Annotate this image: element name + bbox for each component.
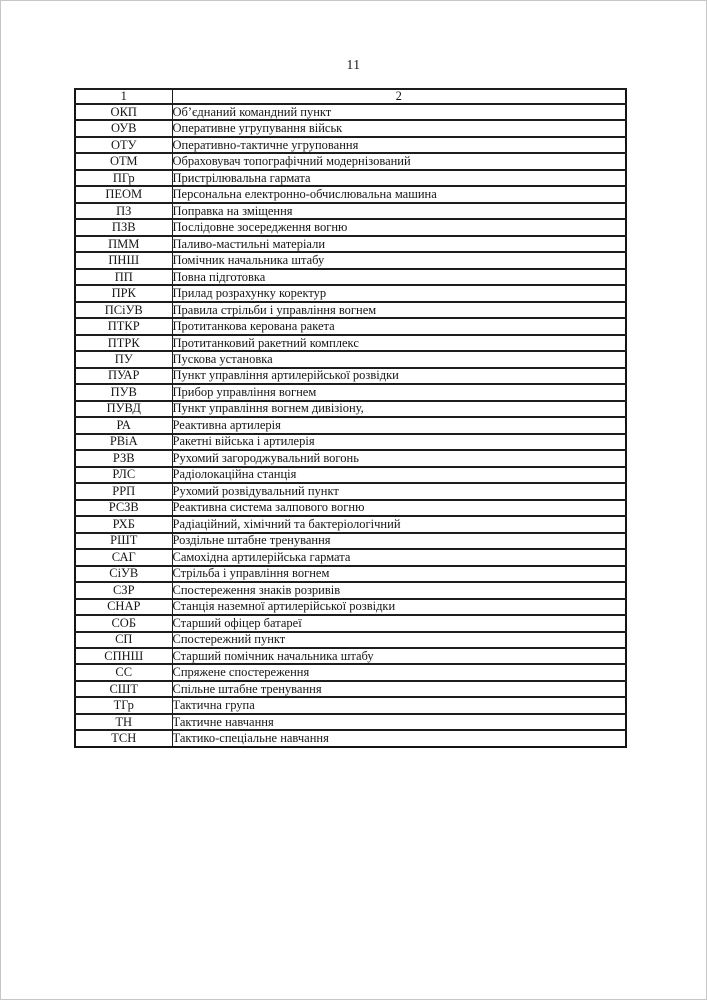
table-row bbox=[75, 269, 626, 285]
definition-cell: Тактико-спеціальне навчання bbox=[172, 730, 626, 747]
definition-cell: Пускова установка bbox=[172, 351, 626, 367]
abbreviation-cell: РВіА bbox=[75, 434, 172, 450]
table-row bbox=[75, 137, 626, 153]
definition-cell: Прилад розрахунку коректур bbox=[172, 285, 626, 301]
abbreviation-cell: ПЕОМ bbox=[75, 186, 172, 202]
abbreviation-cell: ТН bbox=[75, 714, 172, 730]
definition-cell: Старший помічник начальника штабу bbox=[172, 648, 626, 664]
page-number: 11 bbox=[346, 57, 361, 72]
definition-cell: Послідовне зосередження вогню bbox=[172, 219, 626, 235]
abbreviation-cell: ОКП bbox=[75, 104, 172, 120]
definition-cell: Радіолокаційна станція bbox=[172, 467, 626, 483]
abbreviation-cell: РА bbox=[75, 417, 172, 433]
table-row bbox=[75, 599, 626, 615]
definition-cell: Прибор управління вогнем bbox=[172, 384, 626, 400]
definition-cell: Рухомий розвідувальний пункт bbox=[172, 483, 626, 499]
definition-cell: Реактивна система залпового вогню bbox=[172, 500, 626, 516]
table-row bbox=[75, 582, 626, 598]
table-row bbox=[75, 236, 626, 252]
definition-cell: Спільне штабне тренування bbox=[172, 681, 626, 697]
abbreviation-cell: СіУВ bbox=[75, 566, 172, 582]
definition-cell: Стрільба і управління вогнем bbox=[172, 566, 626, 582]
definition-cell: Пункт управління вогнем дивізіону, bbox=[172, 401, 626, 417]
table-row bbox=[75, 714, 626, 730]
header-cell-abbreviation: 1 bbox=[75, 89, 172, 104]
definition-cell: Старший офіцер батареї bbox=[172, 615, 626, 631]
table-row bbox=[75, 335, 626, 351]
table-row bbox=[75, 500, 626, 516]
abbreviation-cell: ПЗВ bbox=[75, 219, 172, 235]
table-row bbox=[75, 664, 626, 680]
table-row bbox=[75, 351, 626, 367]
table-row bbox=[75, 401, 626, 417]
table-row bbox=[75, 467, 626, 483]
definition-cell: Протитанковий ракетний комплекс bbox=[172, 335, 626, 351]
definition-cell: Реактивна артилерія bbox=[172, 417, 626, 433]
abbreviation-cell: ТСН bbox=[75, 730, 172, 747]
definition-cell: Ракетні війська і артилерія bbox=[172, 434, 626, 450]
definition-cell: Тактичне навчання bbox=[172, 714, 626, 730]
table-row bbox=[75, 186, 626, 202]
abbreviation-cell: ОТМ bbox=[75, 153, 172, 169]
table-row bbox=[75, 450, 626, 466]
definition-cell: Спостереження знаків розривів bbox=[172, 582, 626, 598]
abbreviation-cell: ПММ bbox=[75, 236, 172, 252]
table-row bbox=[75, 285, 626, 301]
table-row bbox=[75, 302, 626, 318]
abbreviation-cell: РШТ bbox=[75, 533, 172, 549]
abbreviation-cell: РСЗВ bbox=[75, 500, 172, 516]
definition-cell: Самохідна артилерійська гармата bbox=[172, 549, 626, 565]
table-row bbox=[75, 730, 626, 747]
abbreviation-cell: ОТУ bbox=[75, 137, 172, 153]
abbreviation-cell: ОУВ bbox=[75, 120, 172, 136]
table-row bbox=[75, 252, 626, 268]
definition-cell: Радіаційний, хімічний та бактеріологічний bbox=[172, 516, 626, 532]
table-row bbox=[75, 170, 626, 186]
definition-cell: Паливо-мастильні матеріали bbox=[172, 236, 626, 252]
abbreviation-cell: ПЗ bbox=[75, 203, 172, 219]
table-row bbox=[75, 104, 626, 120]
abbreviation-cell: РЗВ bbox=[75, 450, 172, 466]
abbreviation-cell: СС bbox=[75, 664, 172, 680]
table-row bbox=[75, 417, 626, 433]
definition-cell: Повна підготовка bbox=[172, 269, 626, 285]
table-row bbox=[75, 615, 626, 631]
definition-cell: Тактична група bbox=[172, 697, 626, 713]
definition-cell: Рухомий загороджувальний вогонь bbox=[172, 450, 626, 466]
definition-cell: Оперативно-тактичне угруповання bbox=[172, 137, 626, 153]
abbreviation-cell: РРП bbox=[75, 483, 172, 499]
table-row bbox=[75, 318, 626, 334]
table-row bbox=[75, 219, 626, 235]
abbreviations-table bbox=[74, 88, 627, 748]
table-row bbox=[75, 681, 626, 697]
table-row bbox=[75, 120, 626, 136]
definition-cell: Поправка на зміщення bbox=[172, 203, 626, 219]
table-header-row bbox=[75, 89, 626, 104]
table-row bbox=[75, 384, 626, 400]
abbreviation-cell: СЗР bbox=[75, 582, 172, 598]
definition-cell: Помічник начальника штабу bbox=[172, 252, 626, 268]
header-cell-definition: 2 bbox=[172, 89, 626, 104]
table-row bbox=[75, 516, 626, 532]
abbreviation-cell: СШТ bbox=[75, 681, 172, 697]
table-row bbox=[75, 697, 626, 713]
definition-cell: Протитанкова керована ракета bbox=[172, 318, 626, 334]
table-row bbox=[75, 549, 626, 565]
abbreviation-cell: СП bbox=[75, 632, 172, 648]
table-row bbox=[75, 632, 626, 648]
table-row bbox=[75, 648, 626, 664]
definition-cell: Роздільне штабне тренування bbox=[172, 533, 626, 549]
definition-cell: Спряжене спостереження bbox=[172, 664, 626, 680]
table-row bbox=[75, 483, 626, 499]
abbreviation-cell: САГ bbox=[75, 549, 172, 565]
abbreviations-table-body bbox=[75, 104, 626, 747]
definition-cell: Об’єднаний командний пункт bbox=[172, 104, 626, 120]
abbreviation-cell: ПТРК bbox=[75, 335, 172, 351]
abbreviation-cell: ПСіУВ bbox=[75, 302, 172, 318]
definition-cell: Пристрілювальна гармата bbox=[172, 170, 626, 186]
abbreviation-cell: ПУВД bbox=[75, 401, 172, 417]
table-row bbox=[75, 533, 626, 549]
abbreviation-cell: РХБ bbox=[75, 516, 172, 532]
definition-cell: Станція наземної артилерійської розвідки bbox=[172, 599, 626, 615]
table-row bbox=[75, 368, 626, 384]
abbreviation-cell: ПУАР bbox=[75, 368, 172, 384]
abbreviation-cell: ПП bbox=[75, 269, 172, 285]
abbreviation-cell: ТГр bbox=[75, 697, 172, 713]
table-row bbox=[75, 153, 626, 169]
abbreviation-cell: СОБ bbox=[75, 615, 172, 631]
abbreviation-cell: ПУ bbox=[75, 351, 172, 367]
abbreviation-cell: СНАР bbox=[75, 599, 172, 615]
table-row bbox=[75, 566, 626, 582]
definition-cell: Правила стрільби і управління вогнем bbox=[172, 302, 626, 318]
abbreviation-cell: СПНШ bbox=[75, 648, 172, 664]
abbreviation-cell: ПНШ bbox=[75, 252, 172, 268]
definition-cell: Пункт управління артилерійської розвідки bbox=[172, 368, 626, 384]
abbreviation-cell: РЛС bbox=[75, 467, 172, 483]
definition-cell: Персональна електронно-обчислювальна машина bbox=[172, 186, 626, 202]
abbreviation-cell: ПРК bbox=[75, 285, 172, 301]
abbreviation-cell: ПГр bbox=[75, 170, 172, 186]
table-row bbox=[75, 203, 626, 219]
table-row bbox=[75, 434, 626, 450]
abbreviation-cell: ПТКР bbox=[75, 318, 172, 334]
definition-cell: Оперативне угрупування військ bbox=[172, 120, 626, 136]
definition-cell: Спостережний пункт bbox=[172, 632, 626, 648]
abbreviation-cell: ПУВ bbox=[75, 384, 172, 400]
definition-cell: Обраховувач топографічний модернізований bbox=[172, 153, 626, 169]
